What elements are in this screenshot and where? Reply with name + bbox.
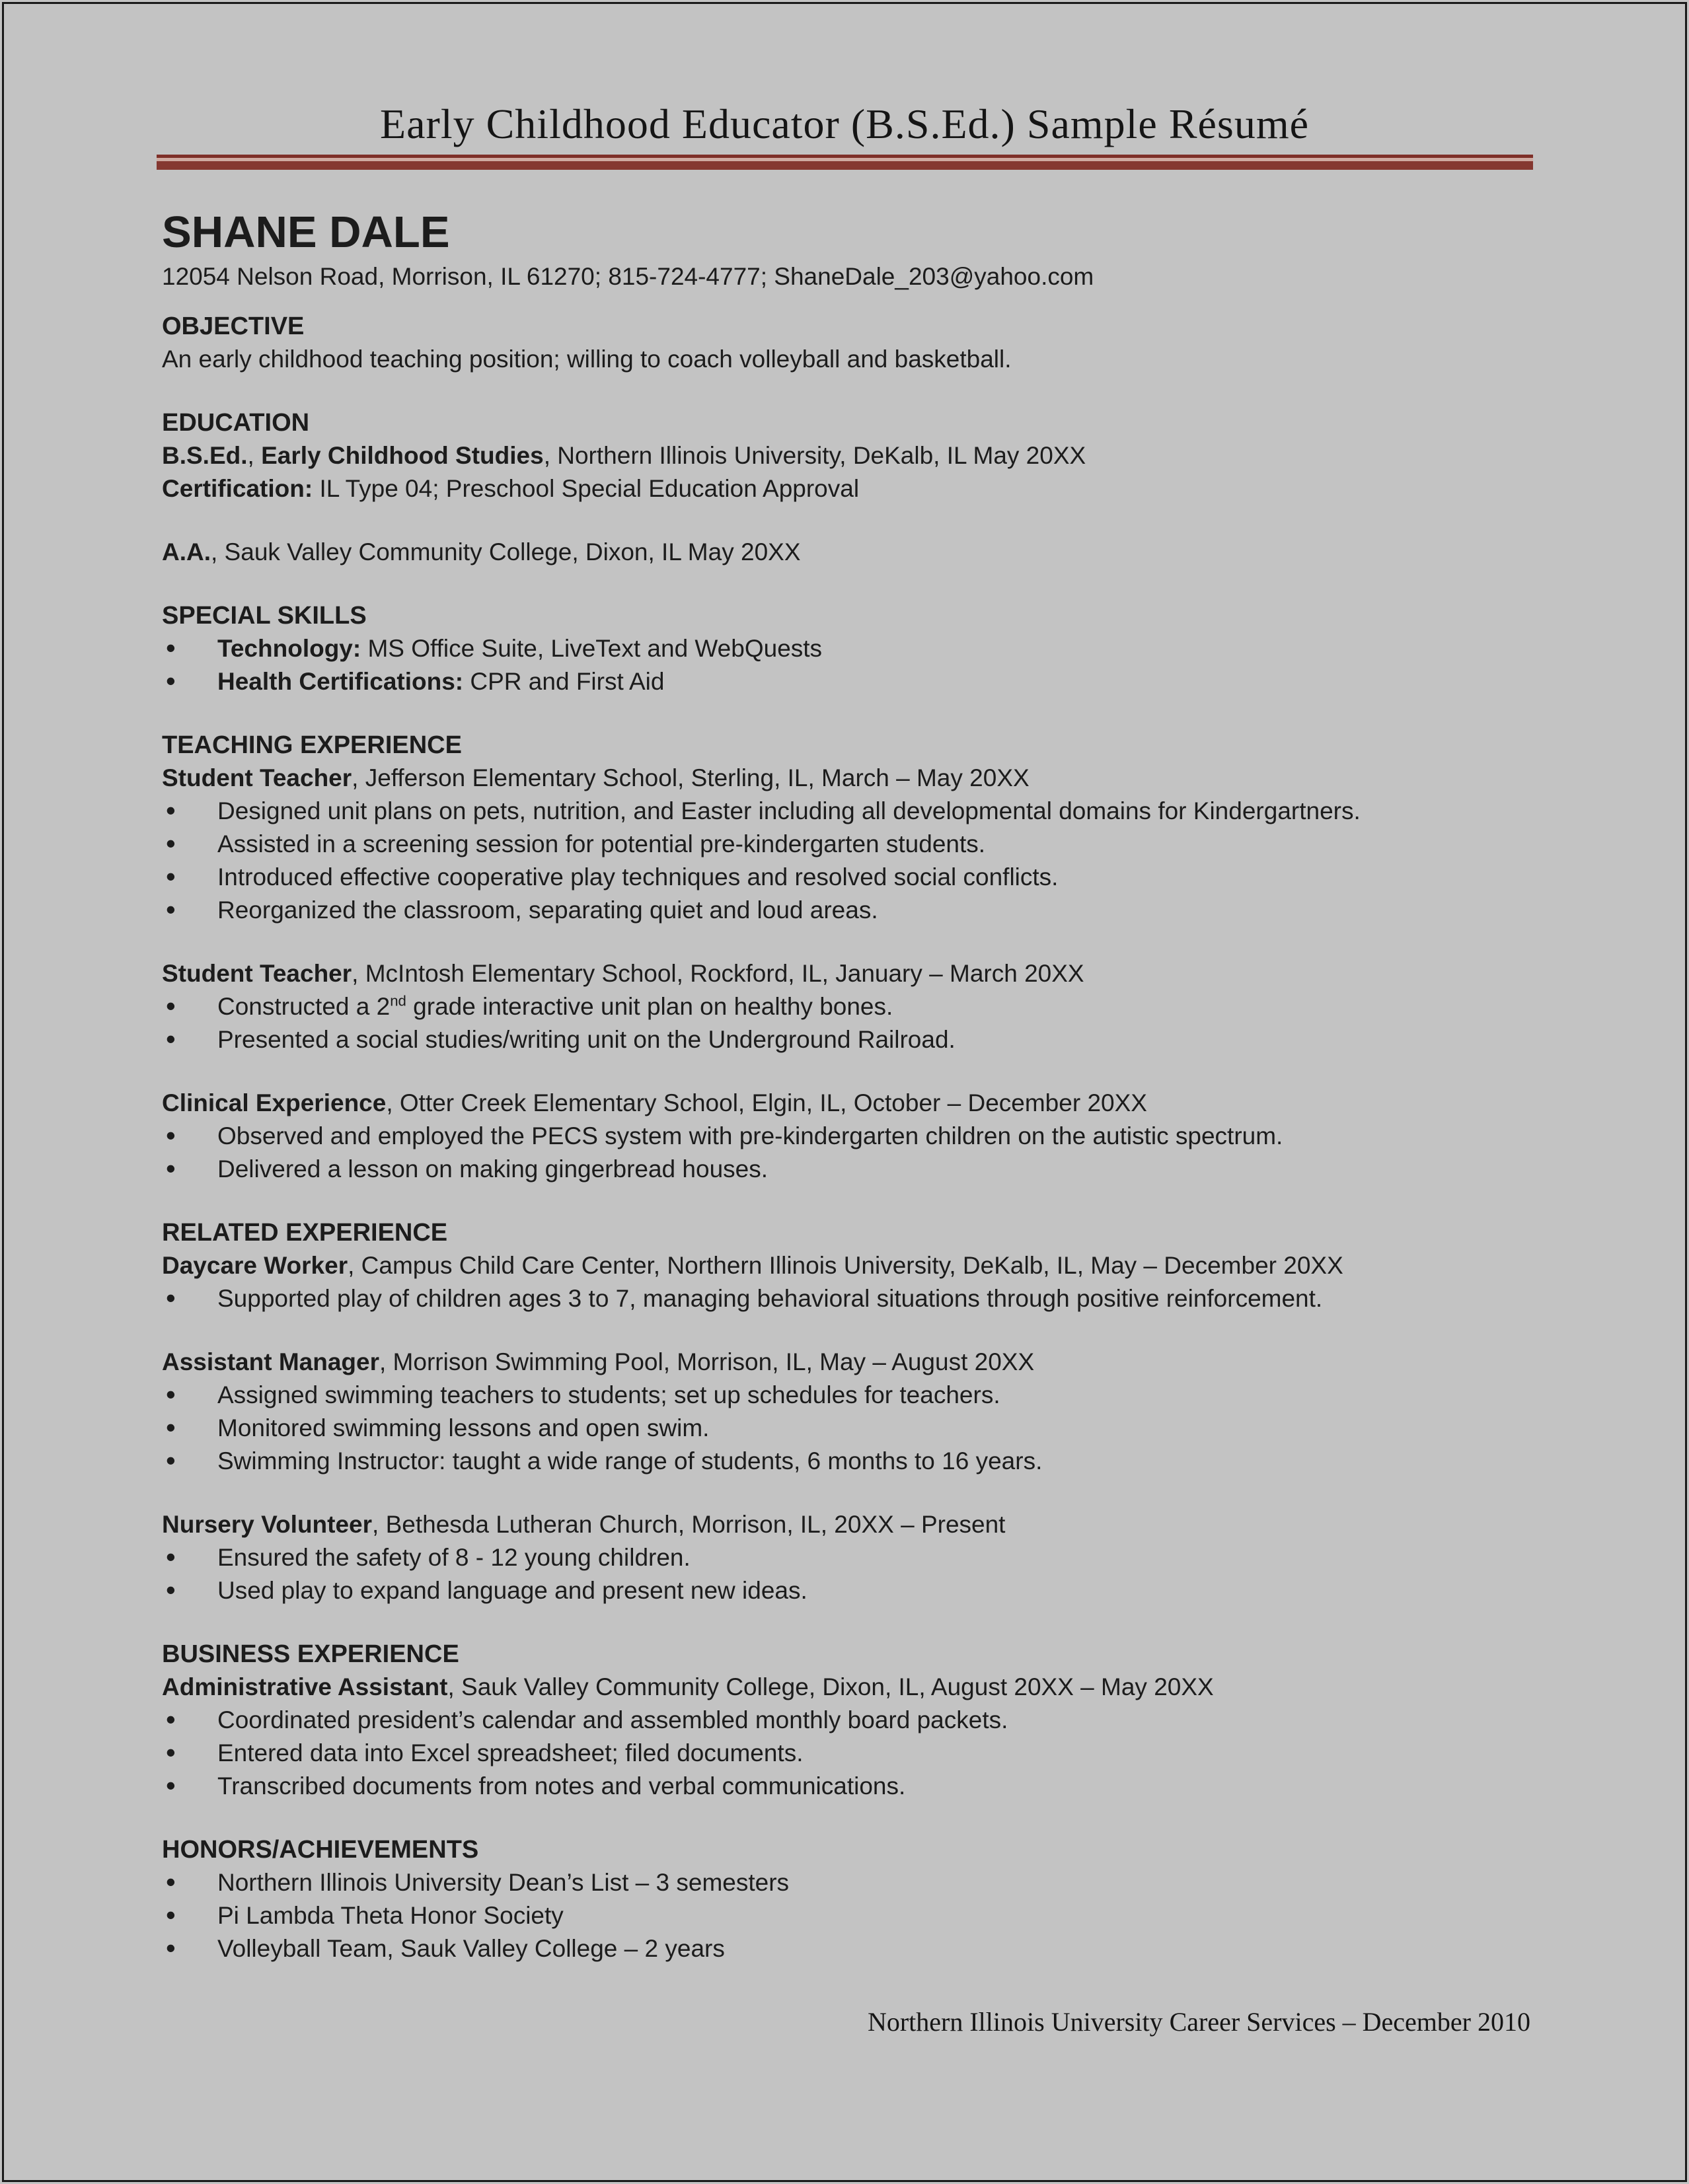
bullet-item: • Assigned swimming teachers to students; set up schedules for teachers. xyxy=(162,1379,1533,1412)
degree-details: , Northern Illinois University, DeKalb, IL May 20XX xyxy=(543,442,1086,469)
resume-body xyxy=(0,170,1689,1965)
blank-line xyxy=(162,698,1533,729)
bullet-item: • Assisted in a screening session for potential pre-kindergarten students. xyxy=(162,828,1533,861)
aa-degree-details: , Sauk Valley Community College, Dixon, IL May 20XX xyxy=(211,538,801,565)
section-teaching-experience xyxy=(162,729,1533,1186)
section-heading: EDUCATION xyxy=(162,409,310,437)
section-heading: TEACHING EXPERIENCE xyxy=(162,731,462,759)
section-heading: RELATED EXPERIENCE xyxy=(162,1219,448,1247)
bullet-item: • Used play to expand language and present new ideas. xyxy=(162,1574,1533,1607)
job-title: Administrative Assistant xyxy=(162,1673,448,1700)
blank-line xyxy=(162,1803,1533,1833)
bullet-item: • Monitored swimming lessons and open swim. xyxy=(162,1412,1533,1445)
job-title: Clinical Experience xyxy=(162,1089,387,1116)
skill-label: Technology: xyxy=(217,635,361,662)
section-heading: HONORS/ACHIEVEMENTS xyxy=(162,1836,479,1864)
bullet-item xyxy=(162,632,1533,665)
blank-line xyxy=(162,1607,1533,1638)
section-heading: OBJECTIVE xyxy=(162,312,305,340)
bullet-item: • Volleyball Team, Sauk Valley College – 2 years xyxy=(162,1932,1533,1965)
section-education xyxy=(162,406,1533,569)
degree-major: Early Childhood Studies xyxy=(261,442,544,469)
section-related-experience xyxy=(162,1216,1533,1607)
bullet-item: • Introduced effective cooperative play techniques and resolved social conflicts. xyxy=(162,861,1533,894)
skill-value: CPR and First Aid xyxy=(463,668,665,695)
job-title-line xyxy=(162,1087,1533,1120)
bullet-item: • Pi Lambda Theta Honor Society xyxy=(162,1899,1533,1932)
section-heading: BUSINESS EXPERIENCE xyxy=(162,1640,459,1668)
bullet-item: • Northern Illinois University Dean’s List – 3 semesters xyxy=(162,1866,1533,1899)
bullet-item: • Supported play of children ages 3 to 7, managing behavioral situations through positive reinforcement. xyxy=(162,1282,1533,1315)
blank-line xyxy=(162,927,1533,957)
job-title: Nursery Volunteer xyxy=(162,1511,373,1538)
section-honors xyxy=(162,1833,1533,1965)
job-title: Student Teacher xyxy=(162,960,352,987)
ordinal-superscript: nd xyxy=(390,992,406,1009)
footer-credit: Northern Illinois University Career Services – December 2010 xyxy=(867,2007,1530,2037)
job-title: Student Teacher xyxy=(162,764,352,791)
bullet-item: • Reorganized the classroom, separating quiet and loud areas. xyxy=(162,894,1533,927)
job-title-line xyxy=(162,1671,1533,1704)
bullet-item xyxy=(162,990,1533,1023)
document-title: Early Childhood Educator (B.S.Ed.) Sample Résumé xyxy=(380,100,1309,147)
objective-text: An early childhood teaching position; willing to coach volleyball and basketball. xyxy=(162,346,1012,373)
bullet-text-post: grade interactive unit plan on healthy bones. xyxy=(406,993,893,1020)
job-details: , Jefferson Elementary School, Sterling, IL, March – May 20XX xyxy=(352,764,1030,791)
certification-label: Certification: xyxy=(162,475,313,502)
job-title-line xyxy=(162,1508,1533,1541)
skill-label: Health Certifications: xyxy=(217,668,464,695)
blank-line xyxy=(162,1478,1533,1508)
job-title-line xyxy=(162,1249,1533,1282)
job-details: , Otter Creek Elementary School, Elgin, IL, October – December 20XX xyxy=(386,1089,1147,1116)
section-objective xyxy=(162,310,1533,376)
bullet-item: • Entered data into Excel spreadsheet; filed documents. xyxy=(162,1737,1533,1770)
title-divider-rule xyxy=(157,155,1533,170)
bullet-item xyxy=(162,665,1533,698)
job-title-line xyxy=(162,957,1533,990)
bullet-item: • Coordinated president’s calendar and assembled monthly board packets. xyxy=(162,1704,1533,1737)
sections-container xyxy=(162,310,1533,1965)
bullet-item: • Observed and employed the PECS system with pre-kindergarten children on the autistic spectrum. xyxy=(162,1120,1533,1153)
bullet-item: • Ensured the safety of 8 - 12 young children. xyxy=(162,1541,1533,1574)
aa-degree-name: A.A. xyxy=(162,538,211,565)
certification-details: IL Type 04; Preschool Special Education Approval xyxy=(313,475,860,502)
aa-degree-line xyxy=(162,536,1533,569)
job-details: , Bethesda Lutheran Church, Morrison, IL, 20XX – Present xyxy=(372,1511,1006,1538)
blank-line xyxy=(162,569,1533,599)
contact-line: 12054 Nelson Road, Morrison, IL 61270; 815-724-4777; ShaneDale_203@yahoo.com xyxy=(162,263,1094,290)
bullet-item: • Transcribed documents from notes and verbal communications. xyxy=(162,1770,1533,1803)
job-title: Daycare Worker xyxy=(162,1252,348,1279)
section-special-skills xyxy=(162,599,1533,698)
bullet-item: • Designed unit plans on pets, nutrition, and Easter including all developmental domains for Kindergartners. xyxy=(162,795,1533,828)
section-business-experience xyxy=(162,1638,1533,1803)
section-heading: SPECIAL SKILLS xyxy=(162,602,367,630)
skill-value: MS Office Suite, LiveText and WebQuests xyxy=(361,635,823,662)
job-title-line xyxy=(162,762,1533,795)
blank-line xyxy=(162,1186,1533,1216)
blank-line xyxy=(162,1056,1533,1087)
job-details: , Campus Child Care Center, Northern Illinois University, DeKalb, IL, May – December 20XX xyxy=(348,1252,1343,1279)
degree-name: B.S.Ed. xyxy=(162,442,248,469)
blank-line xyxy=(162,1315,1533,1346)
bullet-item: • Delivered a lesson on making gingerbread houses. xyxy=(162,1153,1533,1186)
job-details: , Sauk Valley Community College, Dixon, IL, August 20XX – May 20XX xyxy=(447,1673,1214,1700)
degree-line xyxy=(162,439,1533,472)
bullet-text-pre: Constructed a 2 xyxy=(217,993,391,1020)
job-details: , Morrison Swimming Pool, Morrison, IL, May – August 20XX xyxy=(379,1348,1035,1375)
job-details: , McIntosh Elementary School, Rockford, IL, January – March 20XX xyxy=(352,960,1084,987)
certification-line xyxy=(162,472,1533,505)
blank-line xyxy=(162,505,1533,536)
bullet-item: • Swimming Instructor: taught a wide range of students, 6 months to 16 years. xyxy=(162,1445,1533,1478)
blank-line xyxy=(162,376,1533,406)
bullet-item: • Presented a social studies/writing unit on the Underground Railroad. xyxy=(162,1023,1533,1056)
job-title: Assistant Manager xyxy=(162,1348,379,1375)
candidate-name: SHANE DALE xyxy=(162,207,450,257)
job-title-line xyxy=(162,1346,1533,1379)
degree-separator: , xyxy=(247,442,262,469)
